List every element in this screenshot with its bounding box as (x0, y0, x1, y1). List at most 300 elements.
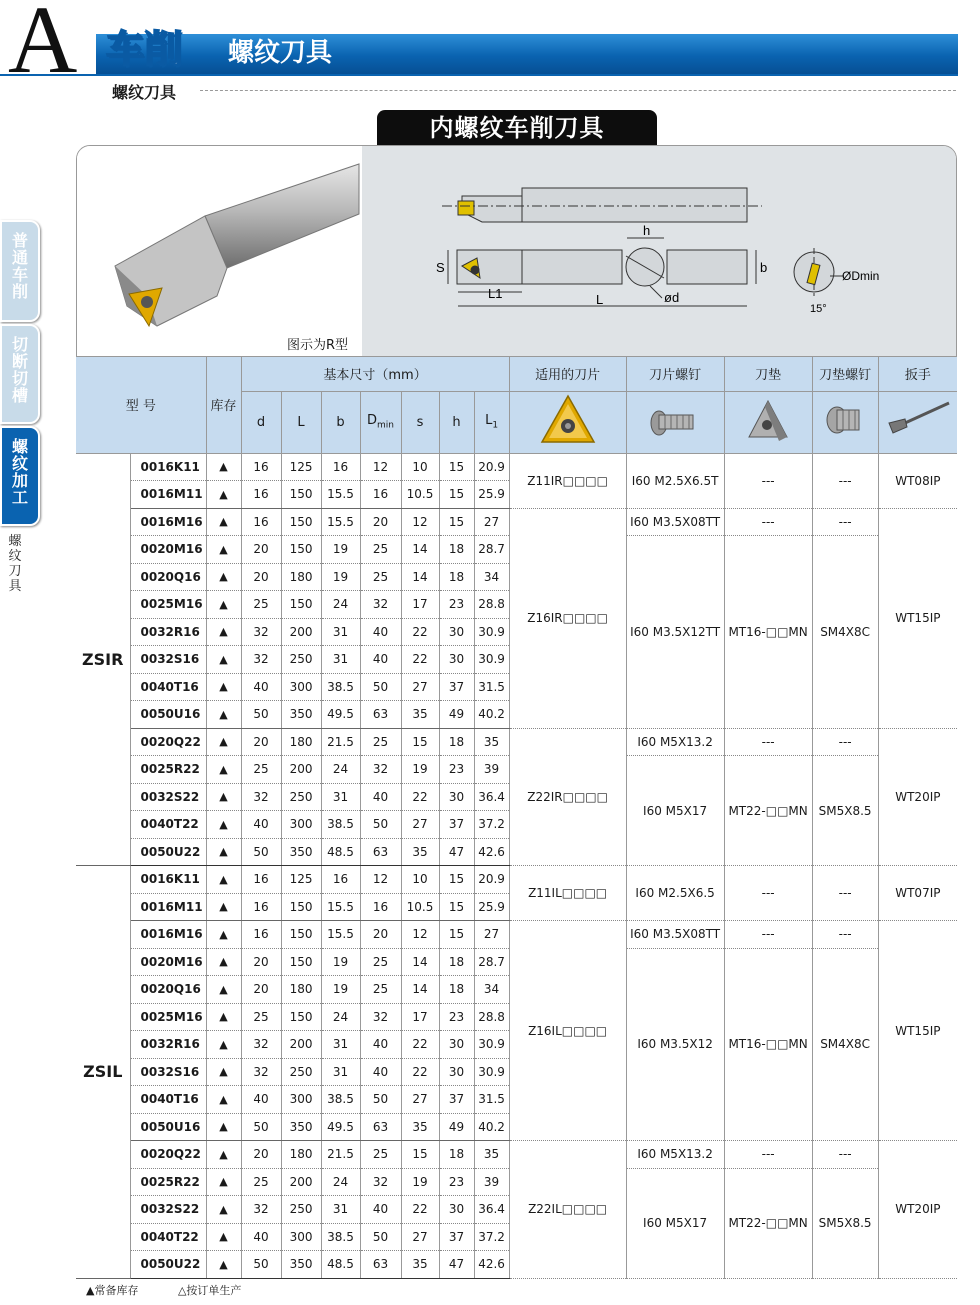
dim-s: 10 (401, 453, 439, 481)
col-b: b (321, 391, 360, 453)
dim-b: 38.5 (321, 1086, 360, 1114)
dim-d: 20 (241, 536, 281, 564)
shim: MT22-□□MN (724, 756, 812, 866)
insert-screw: I60 M3.5X08TT (626, 921, 724, 949)
dim-b: 16 (321, 453, 360, 481)
dim-l1: 39 (474, 756, 509, 784)
shim-screw: --- (812, 453, 878, 508)
tool-photo (77, 146, 362, 357)
dim-dmin: 25 (360, 563, 401, 591)
model-code: 0025R22 (130, 756, 206, 784)
dim-dmin: 50 (360, 1223, 401, 1251)
header-stock: 库存 (206, 357, 241, 453)
dim-l1: 31.5 (474, 1086, 509, 1114)
dim-h: 49 (439, 1113, 474, 1141)
dim-l1: L1 (488, 286, 503, 301)
wrench-code: WT15IP (878, 921, 957, 1141)
dim-s: 15 (401, 1141, 439, 1169)
header-dims: 基本尺寸（mm） (241, 357, 509, 391)
model-code: 0032S16 (130, 646, 206, 674)
dim-l: 180 (281, 976, 321, 1004)
stock-mark: ▲ (206, 838, 241, 866)
dim-h: 37 (439, 1086, 474, 1114)
legend-stock: ▲常备库存 (86, 1284, 139, 1297)
dim-s: 22 (401, 783, 439, 811)
dim-l: 300 (281, 1086, 321, 1114)
dim-b: 31 (321, 1196, 360, 1224)
dim-h: 37 (439, 673, 474, 701)
dim-s: 35 (401, 701, 439, 729)
stock-mark: ▲ (206, 893, 241, 921)
dim-d: 32 (241, 783, 281, 811)
dim-s: 10.5 (401, 481, 439, 509)
dim-l1: 30.9 (474, 1031, 509, 1059)
dim-h: 15 (439, 481, 474, 509)
dim-b: 31 (321, 618, 360, 646)
dim-b: 21.5 (321, 728, 360, 756)
dim-b: 48.5 (321, 1251, 360, 1279)
legend (86, 1282, 277, 1298)
dim-dmin: 50 (360, 1086, 401, 1114)
figure-caption: 图示为R型 (287, 338, 349, 353)
dim-dmin: 50 (360, 673, 401, 701)
dim-b: 24 (321, 1003, 360, 1031)
dim-s: 14 (401, 536, 439, 564)
dim-h: 30 (439, 1031, 474, 1059)
dim-b: 49.5 (321, 701, 360, 729)
model-code: 0020Q16 (130, 976, 206, 1004)
insert-screw: I60 M2.5X6.5T (626, 453, 724, 508)
dim-s: 22 (401, 1196, 439, 1224)
side-tab-label: 螺纹加工 (12, 437, 29, 507)
stock-mark: ▲ (206, 948, 241, 976)
dim-h: 18 (439, 976, 474, 1004)
dim-h: 30 (439, 646, 474, 674)
screw-icon (626, 391, 724, 453)
dim-l: 250 (281, 646, 321, 674)
insert-code: Z11IR□□□□ (509, 453, 626, 508)
dim-b: 15.5 (321, 481, 360, 509)
insert-screw: I60 M5X13.2 (626, 728, 724, 756)
dim-d: 32 (241, 646, 281, 674)
stock-mark: ▲ (206, 1251, 241, 1279)
dim-s: 19 (401, 1168, 439, 1196)
wrench-code: WT08IP (878, 453, 957, 508)
shim-screw-icon (812, 391, 878, 453)
model-code: 0040T16 (130, 673, 206, 701)
dim-h: 49 (439, 701, 474, 729)
stock-mark: ▲ (206, 1058, 241, 1086)
dim-h: 18 (439, 536, 474, 564)
model-code: 0050U16 (130, 1113, 206, 1141)
dim-b: 19 (321, 948, 360, 976)
dim-b: 24 (321, 1168, 360, 1196)
dim-s: 14 (401, 948, 439, 976)
dim-angle: 15° (810, 303, 827, 315)
dim-h: 15 (439, 921, 474, 949)
dim-d: 16 (241, 508, 281, 536)
dim-b: 16 (321, 866, 360, 894)
dim-s: 12 (401, 921, 439, 949)
dim-dmin: 40 (360, 783, 401, 811)
dim-s: 22 (401, 646, 439, 674)
dim-d: 50 (241, 838, 281, 866)
dim-d: 25 (241, 591, 281, 619)
insert-screw: I60 M3.5X12 (626, 948, 724, 1141)
dim-l: 150 (281, 921, 321, 949)
model-code: 0032R16 (130, 618, 206, 646)
page-subtitle: 螺纹刀具 (112, 83, 177, 102)
dim-s: 27 (401, 811, 439, 839)
dim-l: 200 (281, 618, 321, 646)
dim-l1: 36.4 (474, 1196, 509, 1224)
dim-l1: 27 (474, 921, 509, 949)
header-insert: 适用的刀片 (509, 357, 626, 391)
dim-d: 40 (241, 1223, 281, 1251)
col-dmin (360, 391, 401, 453)
model-code: 0032S22 (130, 783, 206, 811)
dim-b: 15.5 (321, 508, 360, 536)
dim-l: 150 (281, 536, 321, 564)
dim-dmin: 16 (360, 481, 401, 509)
dim-dmin: 12 (360, 866, 401, 894)
dim-b: 31 (321, 646, 360, 674)
dim-l: L (596, 292, 604, 307)
col-l1 (474, 391, 509, 453)
dim-b: 19 (321, 563, 360, 591)
model-code: 0020M16 (130, 948, 206, 976)
dim-l: 250 (281, 1058, 321, 1086)
dim-d: 40 (241, 811, 281, 839)
dim-h: 30 (439, 783, 474, 811)
dim-d: 20 (241, 728, 281, 756)
insert-code: Z11IL□□□□ (509, 866, 626, 921)
stock-mark: ▲ (206, 1031, 241, 1059)
dim-l: 150 (281, 508, 321, 536)
stock-mark: ▲ (206, 453, 241, 481)
model-code: 0050U22 (130, 838, 206, 866)
dim-d: 20 (241, 1141, 281, 1169)
dim-l1: 42.6 (474, 838, 509, 866)
dim-b: 24 (321, 756, 360, 784)
dim-b: 15.5 (321, 893, 360, 921)
dim-l1: 30.9 (474, 618, 509, 646)
side-tab-parting-grooving[interactable] (0, 324, 40, 424)
dim-dmin: 63 (360, 1113, 401, 1141)
dim-d: 20 (241, 976, 281, 1004)
stock-mark: ▲ (206, 481, 241, 509)
dim-h: h (643, 223, 651, 238)
model-code: 0020Q22 (130, 728, 206, 756)
dim-dmin: 20 (360, 508, 401, 536)
dim-dmin: 50 (360, 811, 401, 839)
model-code: 0032S22 (130, 1196, 206, 1224)
dim-l1: 40.2 (474, 701, 509, 729)
header-bar (96, 34, 958, 74)
side-tab-general-turning[interactable] (0, 220, 40, 322)
dim-l1: 35 (474, 1141, 509, 1169)
dim-h: 18 (439, 1141, 474, 1169)
dim-dmin: 40 (360, 1196, 401, 1224)
dim-d: 32 (241, 618, 281, 646)
dim-d: 50 (241, 1251, 281, 1279)
dim-l: 350 (281, 701, 321, 729)
dim-l1: 37.2 (474, 1223, 509, 1251)
dim-l1: 36.4 (474, 783, 509, 811)
dim-l: 300 (281, 811, 321, 839)
legend-order: △按订单生产 (177, 1284, 242, 1297)
model-code: 0020Q22 (130, 1141, 206, 1169)
dim-l1: 28.8 (474, 591, 509, 619)
dim-d: 40 (241, 1086, 281, 1114)
dim-d: 25 (241, 1168, 281, 1196)
stock-mark: ▲ (206, 563, 241, 591)
table-row (76, 1141, 957, 1169)
section-title: 内螺纹车削刀具 (377, 110, 657, 146)
shim-screw: SM5X8.5 (812, 756, 878, 866)
dim-h: 23 (439, 756, 474, 784)
dim-l: 150 (281, 948, 321, 976)
model-code: 0025R22 (130, 1168, 206, 1196)
dim-dmin: 40 (360, 1058, 401, 1086)
dim-h: 15 (439, 508, 474, 536)
model-code: 0040T22 (130, 1223, 206, 1251)
insert-screw: I60 M5X13.2 (626, 1141, 724, 1169)
shim: MT16-□□MN (724, 948, 812, 1141)
col-dmin-label: D (367, 413, 378, 429)
dim-dmin: 25 (360, 728, 401, 756)
insert-screw: I60 M5X17 (626, 756, 724, 866)
wrench-code: WT07IP (878, 866, 957, 921)
dim-b: 38.5 (321, 811, 360, 839)
dim-s: 19 (401, 756, 439, 784)
dim-b: 21.5 (321, 1141, 360, 1169)
shim: MT16-□□MN (724, 536, 812, 729)
model-code: 0016M11 (130, 893, 206, 921)
dim-d: 25 (241, 1003, 281, 1031)
model-code: 0016K11 (130, 866, 206, 894)
figure-panel (76, 145, 957, 357)
dim-dmin: 32 (360, 591, 401, 619)
dim-l1: 30.9 (474, 646, 509, 674)
model-code: 0016M11 (130, 481, 206, 509)
wrench-code: WT20IP (878, 1141, 957, 1279)
dim-l1: 20.9 (474, 453, 509, 481)
dim-dmin: ØDmin (842, 269, 880, 283)
stock-mark: ▲ (206, 673, 241, 701)
insert-code: Z22IL□□□□ (509, 1141, 626, 1279)
side-tab-label: 切断切槽 (12, 335, 29, 405)
table-row (76, 728, 957, 756)
dim-b: 19 (321, 536, 360, 564)
side-tab-label: 普通车削 (12, 231, 29, 301)
insert-screw: I60 M5X17 (626, 1168, 724, 1278)
dim-l: 350 (281, 1251, 321, 1279)
dim-b: 38.5 (321, 673, 360, 701)
model-code: 0025M16 (130, 591, 206, 619)
family-name: ZSIR (76, 453, 130, 866)
stock-mark: ▲ (206, 1141, 241, 1169)
chapter-letter: A (8, 0, 78, 93)
table-row (76, 508, 957, 536)
col-s: s (401, 391, 439, 453)
dim-l1: 25.9 (474, 481, 509, 509)
dim-h: 47 (439, 838, 474, 866)
stock-mark: ▲ (206, 976, 241, 1004)
side-label-threading-tools: 螺纹刀具 (8, 534, 22, 594)
dim-l1: 28.7 (474, 948, 509, 976)
side-tab-threading[interactable] (0, 426, 40, 526)
stock-mark: ▲ (206, 783, 241, 811)
col-l1-sub: 1 (492, 420, 499, 431)
shim: --- (724, 866, 812, 921)
dim-s: 35 (401, 1251, 439, 1279)
insert-screw: I60 M3.5X12TT (626, 536, 724, 729)
dim-d: 40 (241, 673, 281, 701)
dim-l1: 39 (474, 1168, 509, 1196)
model-code: 0016M16 (130, 508, 206, 536)
dim-l1: 35 (474, 728, 509, 756)
dim-h: 23 (439, 1003, 474, 1031)
col-d: d (241, 391, 281, 453)
dim-s: 17 (401, 591, 439, 619)
stock-mark: ▲ (206, 1086, 241, 1114)
dim-h: 15 (439, 893, 474, 921)
model-code: 0020M16 (130, 536, 206, 564)
shim-screw: --- (812, 728, 878, 756)
dim-d: 50 (241, 701, 281, 729)
dim-s: 10 (401, 866, 439, 894)
model-code: 0050U16 (130, 701, 206, 729)
dim-l1: 30.9 (474, 1058, 509, 1086)
dim-s: 27 (401, 673, 439, 701)
shim-screw: --- (812, 866, 878, 921)
dim-l: 200 (281, 1168, 321, 1196)
dim-h: 30 (439, 618, 474, 646)
dim-dmin: 32 (360, 1003, 401, 1031)
dim-l1: 40.2 (474, 1113, 509, 1141)
dim-d: 50 (241, 1113, 281, 1141)
model-code: 0032S16 (130, 1058, 206, 1086)
dim-dmin: 32 (360, 756, 401, 784)
dim-d: 16 (241, 481, 281, 509)
dim-l: 200 (281, 756, 321, 784)
header-model: 型 号 (76, 357, 206, 453)
stock-mark: ▲ (206, 1168, 241, 1196)
dim-l1: 31.5 (474, 673, 509, 701)
model-code: 0040T16 (130, 1086, 206, 1114)
stock-mark: ▲ (206, 921, 241, 949)
dim-d: 20 (241, 563, 281, 591)
dim-d: 20 (241, 948, 281, 976)
dim-dmin: 25 (360, 1141, 401, 1169)
stock-mark: ▲ (206, 1113, 241, 1141)
model-code: 0016M16 (130, 921, 206, 949)
stock-mark: ▲ (206, 508, 241, 536)
dim-s: 17 (401, 1003, 439, 1031)
shim: MT22-□□MN (724, 1168, 812, 1278)
shim: --- (724, 728, 812, 756)
dim-l1: 27 (474, 508, 509, 536)
insert-code: Z22IR□□□□ (509, 728, 626, 866)
dim-b: 31 (321, 783, 360, 811)
dim-d: 32 (241, 1058, 281, 1086)
table-row (76, 921, 957, 949)
dim-b: 19 (321, 976, 360, 1004)
dim-l: 200 (281, 1031, 321, 1059)
header-shim-screw: 刀垫螺钉 (812, 357, 878, 391)
shim-screw: --- (812, 508, 878, 536)
dim-l: 150 (281, 591, 321, 619)
model-code: 0016K11 (130, 453, 206, 481)
dim-b: 24 (321, 591, 360, 619)
dim-s: 35 (401, 838, 439, 866)
dim-dmin: 32 (360, 1168, 401, 1196)
dim-b: 49.5 (321, 1113, 360, 1141)
model-code: 0025M16 (130, 1003, 206, 1031)
dim-s: 22 (401, 1031, 439, 1059)
dim-d: 16 (241, 893, 281, 921)
dim-l: 180 (281, 563, 321, 591)
dim-d: 16 (241, 866, 281, 894)
dim-l1: 28.7 (474, 536, 509, 564)
dim-l: 150 (281, 481, 321, 509)
col-l1-label: L (485, 413, 493, 429)
header-screw: 刀片螺钉 (626, 357, 724, 391)
insert-code: Z16IR□□□□ (509, 508, 626, 728)
dim-l1: 25.9 (474, 893, 509, 921)
dim-s: 15 (401, 728, 439, 756)
dim-l: 150 (281, 893, 321, 921)
col-dmin-sub: min (377, 420, 395, 431)
dim-l: 350 (281, 838, 321, 866)
dim-l1: 34 (474, 976, 509, 1004)
header-wrench: 扳手 (878, 357, 957, 391)
header-shim: 刀垫 (724, 357, 812, 391)
dim-dmin: 63 (360, 1251, 401, 1279)
dim-l1: 37.2 (474, 811, 509, 839)
dim-h: 18 (439, 563, 474, 591)
dim-h: 15 (439, 453, 474, 481)
dim-h: 18 (439, 948, 474, 976)
stock-mark: ▲ (206, 646, 241, 674)
shim-screw: --- (812, 921, 878, 949)
dim-s: 10.5 (401, 893, 439, 921)
dim-h: 30 (439, 1058, 474, 1086)
dim-l: 250 (281, 1196, 321, 1224)
spec-table (76, 357, 957, 1279)
model-code: 0050U22 (130, 1251, 206, 1279)
dim-l1: 20.9 (474, 866, 509, 894)
insert-icon (509, 391, 626, 453)
model-code: 0020Q16 (130, 563, 206, 591)
dim-l: 180 (281, 1141, 321, 1169)
dim-l: 300 (281, 673, 321, 701)
dim-dmin: 25 (360, 536, 401, 564)
stock-mark: ▲ (206, 1003, 241, 1031)
family-name: ZSIL (76, 866, 130, 1279)
stock-mark: ▲ (206, 1196, 241, 1224)
stock-mark: ▲ (206, 591, 241, 619)
wrench-icon (878, 391, 957, 453)
dim-l: 150 (281, 1003, 321, 1031)
dim-l: 125 (281, 453, 321, 481)
dim-d: 16 (241, 453, 281, 481)
dim-b: 48.5 (321, 838, 360, 866)
dim-b: 31 (321, 1031, 360, 1059)
insert-code: Z16IL□□□□ (509, 921, 626, 1141)
model-code: 0040T22 (130, 811, 206, 839)
